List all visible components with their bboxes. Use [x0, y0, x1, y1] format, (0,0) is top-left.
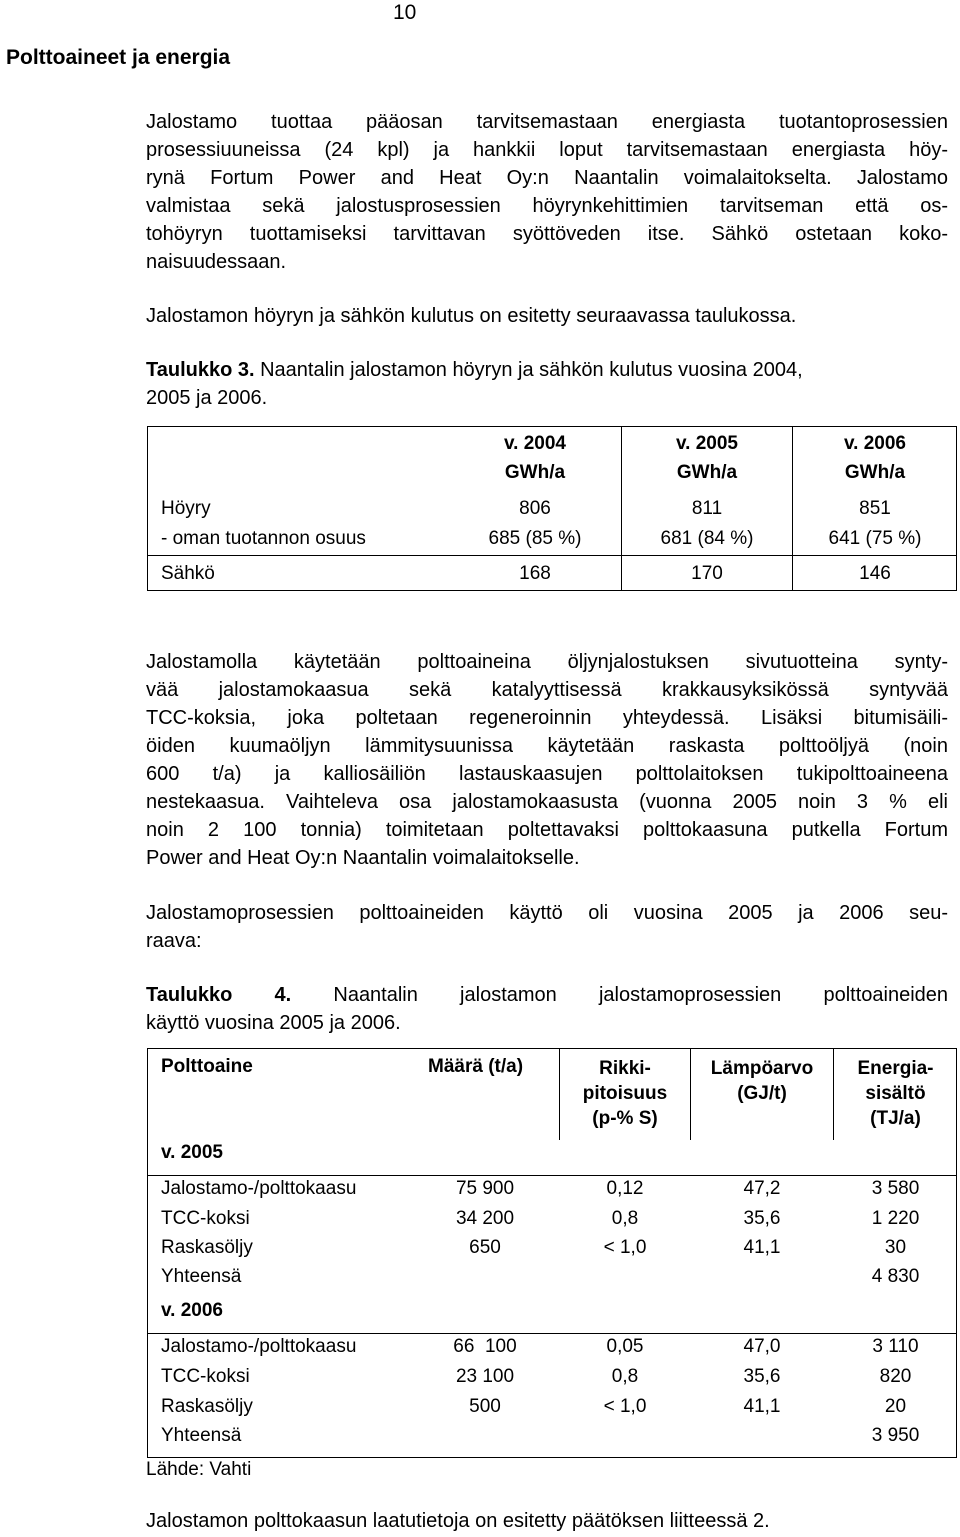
header-line: sisältö: [865, 1083, 926, 1104]
fuel-line: Power and Heat Oy:n Naantalin voimalaitokselle.: [146, 847, 580, 869]
intro-line: valmistaa sekä jalostusprosessien höyrynkehittimien tarvitseman että os-: [146, 195, 948, 217]
fuel-line: nestekaasua. Vaihteleva osa jalostamokaasusta (vuonna 2005 noin 3 % eli: [146, 791, 948, 813]
usage-line: Jalostamoprosessien polttoaineiden käyttö oli vuosina 2005 ja 2006 seu-: [146, 902, 948, 924]
intro-line: tohöyryn tuottamiseksi tarvittavan syöttöveden itse. Sähkö ostetaan koko-: [146, 223, 948, 245]
intro-line: rynä Fortum Power and Heat Oy:n Naantalin voimalaitokselta. Jalostamo: [146, 167, 948, 189]
table4-fuel: Jalostamo-/polttokaasu: [161, 1178, 357, 1199]
table4-source: Lähde: Vahti: [146, 1459, 252, 1480]
table4-heating: 35,6: [743, 1366, 781, 1387]
table4-energy: 1 220: [871, 1208, 920, 1229]
table3-cell: 168: [519, 563, 551, 584]
table4-heating: 35,6: [743, 1208, 781, 1229]
table4-amount: 34 200: [455, 1208, 515, 1229]
table4-fuel: Yhteensä: [161, 1425, 242, 1446]
table3-caption: [146, 359, 803, 382]
table3-cell: 685 (85 %): [488, 528, 582, 549]
table4-caption: [146, 981, 948, 1037]
page-number: 10: [393, 1, 417, 24]
table3-cell: 681 (84 %): [660, 528, 754, 549]
table3-row-divider: [147, 555, 957, 556]
intro-paragraph: [146, 108, 948, 276]
fuel-line: TCC-koksia, joka poltetaan regeneroinnin yhteydessä. Lisäksi bitumisäili-: [146, 707, 948, 729]
table4-group-divider: [147, 1333, 957, 1334]
table4-energy: 20: [884, 1396, 907, 1417]
table4-energy: 820: [879, 1366, 912, 1387]
table4-heating: 47,2: [743, 1178, 781, 1199]
table4-amount: 23 100: [455, 1366, 515, 1387]
table4-heating: 41,1: [743, 1396, 781, 1417]
table-intro-text: Jalostamon höyryn ja sähkön kulutus on esitetty seuraavassa taulukossa.: [146, 305, 797, 327]
table4-heating: 47,0: [743, 1336, 781, 1357]
table3-row-label: - oman tuotannon osuus: [161, 528, 366, 549]
header-line: (TJ/a): [870, 1108, 921, 1129]
table4-sulfur: 0,8: [611, 1208, 639, 1229]
table3-caption-text: Naantalin jalostamon höyryn ja sähkön kulutus vuosina 2004,: [254, 359, 803, 381]
header-line: pitoisuus: [582, 1083, 668, 1104]
table3-cell: 146: [859, 563, 891, 584]
table4-fuel: TCC-koksi: [161, 1208, 250, 1229]
table4-sulfur: 0,05: [606, 1336, 644, 1357]
table3-row-label: Höyry: [161, 498, 211, 519]
table3-col-unit: GWh/a: [844, 462, 906, 483]
table4-header-amount: Määrä (t/a): [428, 1056, 524, 1077]
table4-fuel: Raskasöljy: [161, 1396, 253, 1417]
table4-header-energy: [834, 1056, 957, 1131]
table3-col-year: v. 2005: [676, 433, 738, 454]
table3-col-unit: GWh/a: [676, 462, 738, 483]
section-title: Polttoaineet ja energia: [6, 46, 231, 69]
table4-energy: 3 580: [871, 1178, 920, 1199]
fuel-line: öiden kuumaöljyn lämmitysuunissa käytetään raskasta polttoöljyä (noin: [146, 735, 948, 757]
table4-header-fuel: Polttoaine: [161, 1056, 253, 1077]
table4-sulfur: 0,8: [611, 1366, 639, 1387]
table4-amount: 500: [469, 1396, 501, 1417]
table4-energy: 3 110: [872, 1336, 919, 1357]
table4-energy: 4 830: [871, 1266, 920, 1287]
table4-caption-label: Taulukko 4.: [146, 984, 292, 1006]
table3-cell: 811: [691, 498, 723, 519]
table3-cell: 170: [691, 563, 723, 584]
header-line: Energia-: [857, 1058, 934, 1079]
table4-caption-line: [146, 981, 948, 1009]
header-line: (p-% S): [592, 1108, 658, 1129]
table4-heating: 41,1: [743, 1237, 781, 1258]
table4-sulfur: < 1,0: [603, 1237, 647, 1258]
table4-fuel: Yhteensä: [161, 1266, 242, 1287]
table4-caption-text: Naantalin jalostamon jalostamoprosessien polttoaineiden: [291, 984, 949, 1006]
table3-col-unit: GWh/a: [504, 462, 566, 483]
table4-sulfur: < 1,0: [603, 1396, 647, 1417]
table4-amount: 75 900: [455, 1178, 515, 1199]
table4-group-year: v. 2005: [161, 1142, 223, 1163]
usage-paragraph: [146, 899, 948, 955]
usage-line: raava:: [146, 930, 202, 952]
table4-header-sulfur: [560, 1056, 690, 1131]
table3-cell: 851: [859, 498, 891, 519]
intro-line: prosessiuuneissa (24 kpl) ja hankkii loput tarvitsemastaan energiasta höy-: [146, 139, 948, 161]
table3-caption-label: Taulukko 3.: [146, 359, 255, 381]
table4-amount: 650: [469, 1237, 501, 1258]
fuel-line: Jalostamolla käytetään polttoaineina öljynjalostuksen sivutuotteina synty-: [146, 651, 948, 673]
table4-header-heating: [691, 1056, 833, 1106]
table4-sulfur: 0,12: [606, 1178, 644, 1199]
header-line: (GJ/t): [737, 1083, 787, 1104]
table3-cell: 641 (75 %): [828, 528, 922, 549]
table4-energy: 30: [884, 1237, 907, 1258]
table3-caption-cont: 2005 ja 2006.: [146, 387, 268, 409]
table4-fuel: Jalostamo-/polttokaasu: [161, 1336, 357, 1357]
footer-text: Jalostamon polttokaasun laatutietoja on esitetty päätöksen liitteessä 2.: [146, 1510, 770, 1532]
table3-col-year: v. 2004: [504, 433, 566, 454]
header-line: Rikki-: [599, 1058, 651, 1079]
table4-amount: 66 100: [453, 1336, 517, 1357]
intro-line: Jalostamo tuottaa pääosan tarvitsemastaan energiasta tuotantoprosessien: [146, 111, 948, 133]
table4-fuel: Raskasöljy: [161, 1237, 253, 1258]
fuel-paragraph: [146, 648, 948, 872]
table3-col-year: v. 2006: [844, 433, 906, 454]
fuel-line: 600 t/a) ja kalliosäiliön lastauskaasujen polttolaitoksen tukipolttoaineena: [146, 763, 948, 785]
table4-energy: 3 950: [871, 1425, 920, 1446]
table3-cell: 806: [519, 498, 551, 519]
table4-group-divider: [147, 1175, 957, 1176]
fuel-line: noin 2 100 tonnia) toimitetaan poltettavaksi polttokaasuna putkella Fortum: [146, 819, 948, 841]
table4-fuel: TCC-koksi: [161, 1366, 250, 1387]
table4-caption-cont: käyttö vuosina 2005 ja 2006.: [146, 1012, 401, 1034]
fuel-line: vää jalostamokaasua sekä katalyyttisessä krakkausyksikössä syntyvää: [146, 679, 948, 701]
header-line: Lämpöarvo: [710, 1058, 814, 1079]
intro-line: naisuudessaan.: [146, 251, 287, 273]
table4-group-year: v. 2006: [161, 1300, 223, 1321]
table3-row-label: Sähkö: [161, 563, 215, 584]
